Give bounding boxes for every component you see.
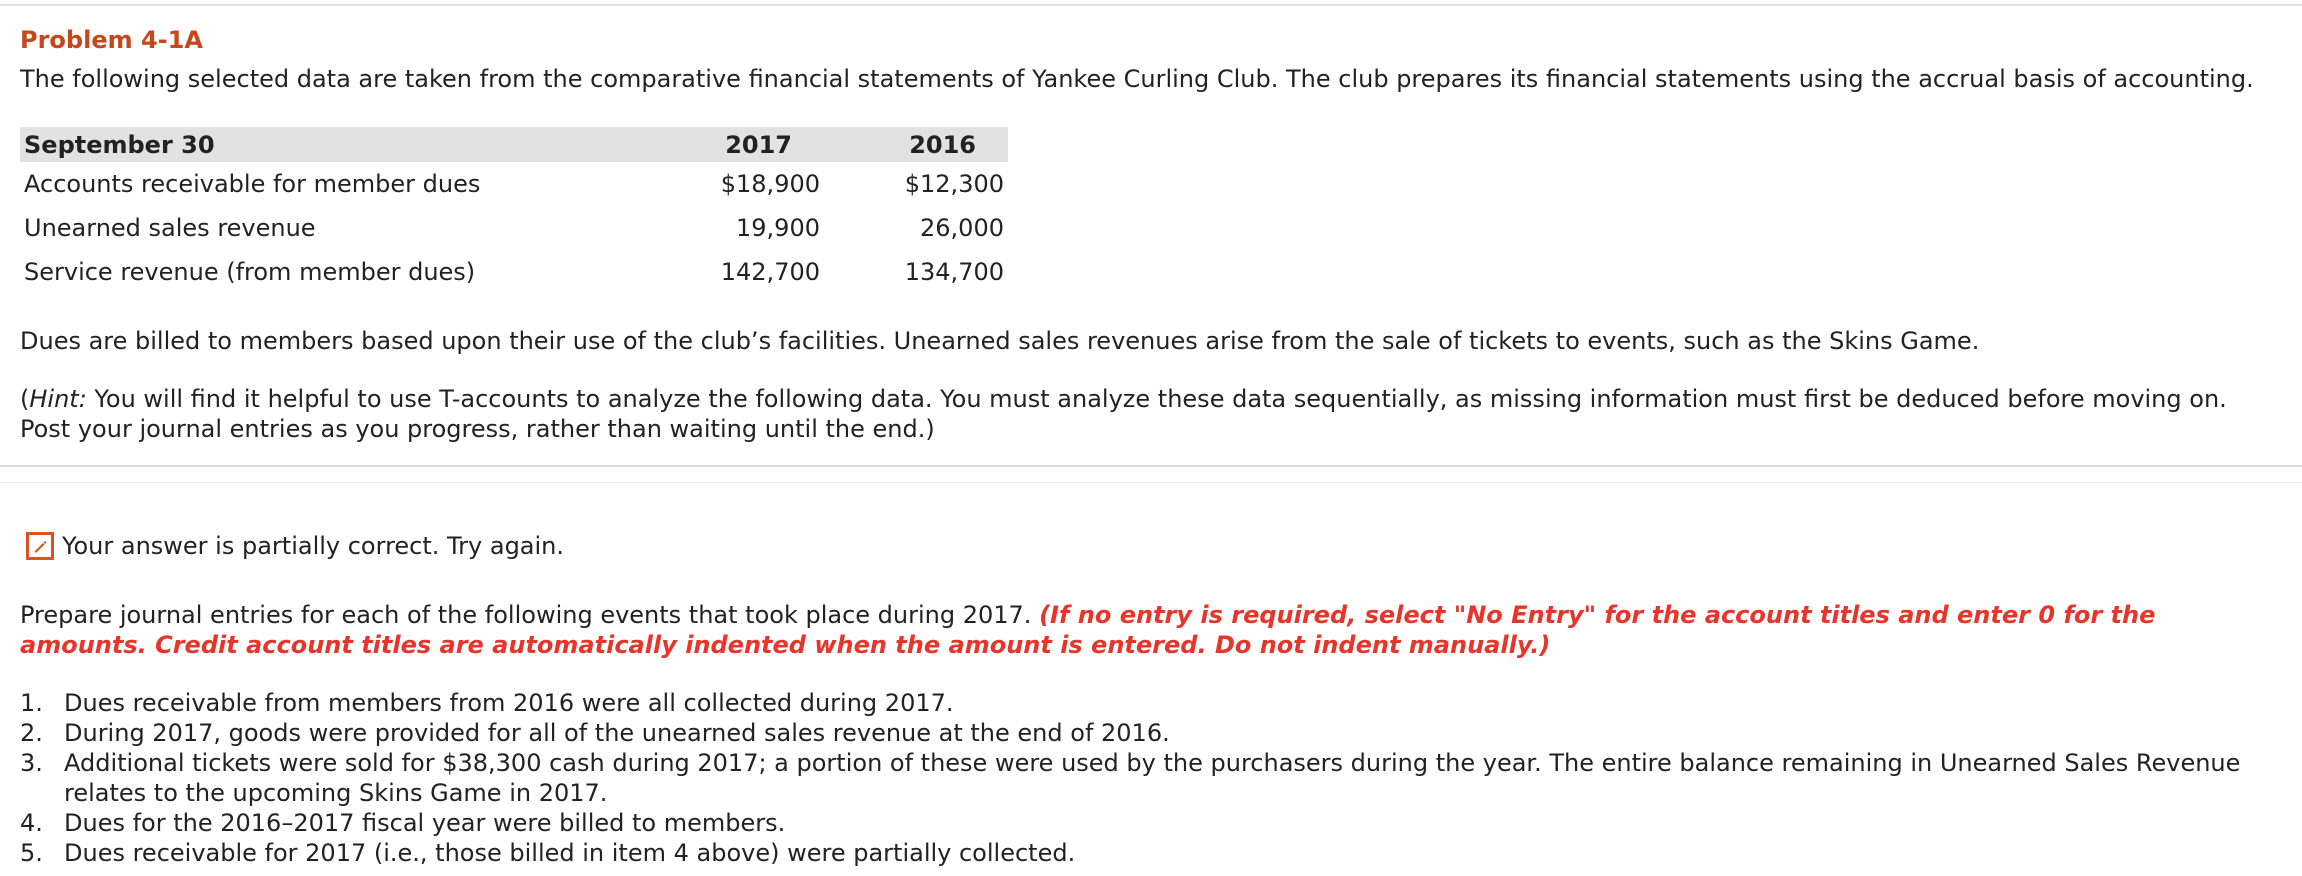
hint-open: ( [20,385,30,413]
value-2017: 19,900 [736,214,820,242]
table-header-row [20,127,1008,162]
pencil-icon [26,532,54,560]
status-text: Your answer is partially correct. Try again. [62,532,565,560]
top-divider [0,4,2302,6]
list-item [20,748,2280,808]
value-2016: 26,000 [920,214,1004,242]
list-item [20,718,2280,748]
dues-description: Dues are billed to members based upon their use of the club’s facilities. Unearned sales revenues arise from the sale of tickets to events, such as the Skins Game. [20,327,1980,355]
section-divider-lower [0,482,2302,483]
event-text: Additional tickets were sold for $38,300 cash during 2017; a portion of these were used by the purchasers during the year. The entire balance remaining in Unearned Sales Revenue relates to the upcoming Skins Game in 2017. [64,749,2241,807]
hint-label: Hint: [29,385,87,413]
financial-data-table [20,127,1008,294]
value-2017: $18,900 [720,170,820,198]
instructions [20,600,2220,660]
header-september-30: September 30 [20,127,640,162]
value-2017: 142,700 [720,258,820,286]
event-number: 5. [20,839,43,867]
problem-title: Problem 4-1A [20,26,203,54]
section-divider [0,465,2302,467]
header-2017: 2017 [640,127,824,162]
event-text: During 2017, goods were provided for all of the unearned sales revenue at the end of 2016. [64,719,1170,747]
event-number: 4. [20,809,43,837]
table-row [20,162,1008,206]
event-text: Dues receivable from members from 2016 were all collected during 2017. [64,689,954,717]
row-label: Unearned sales revenue [24,214,316,242]
event-text: Dues for the 2016–2017 fiscal year were billed to members. [64,809,786,837]
event-number: 3. [20,749,43,777]
event-text: Dues receivable for 2017 (i.e., those billed in item 4 above) were partially collected. [64,839,1076,867]
problem-intro: The following selected data are taken from the comparative financial statements of Yankee Curling Club. The club prepares its financial statements using the accrual basis of accounting. [20,65,2254,93]
answer-status [26,532,564,560]
hint-line-2: Post your journal entries as you progress, rather than waiting until the end.) [20,415,935,443]
hint-paragraph [20,384,2227,444]
event-number: 1. [20,689,43,717]
hint-line-1 [20,384,2227,414]
value-2016: $12,300 [904,170,1004,198]
value-2016: 134,700 [904,258,1004,286]
event-list [20,688,2280,868]
list-item [20,808,2280,838]
event-number: 2. [20,719,43,747]
row-label: Service revenue (from member dues) [24,258,476,286]
row-label: Accounts receivable for member dues [24,170,481,198]
table-row [20,206,1008,250]
list-item [20,688,2280,718]
instructions-note: (If no entry is required, select "No Entry" for the account titles and enter 0 for the amounts. Credit account titles are automatically indented when the amount is entered. Do not indent manually.) [20,601,2156,659]
list-item [20,838,2280,868]
table-row [20,250,1008,294]
header-2016: 2016 [824,127,1008,162]
instructions-main: Prepare journal entries for each of the following events that took place during 2017. [20,601,1040,629]
hint-text: You will find it helpful to use T-accounts to analyze the following data. You must analyze these data sequentially, as missing information must first be deduced before moving on. [86,385,2227,413]
